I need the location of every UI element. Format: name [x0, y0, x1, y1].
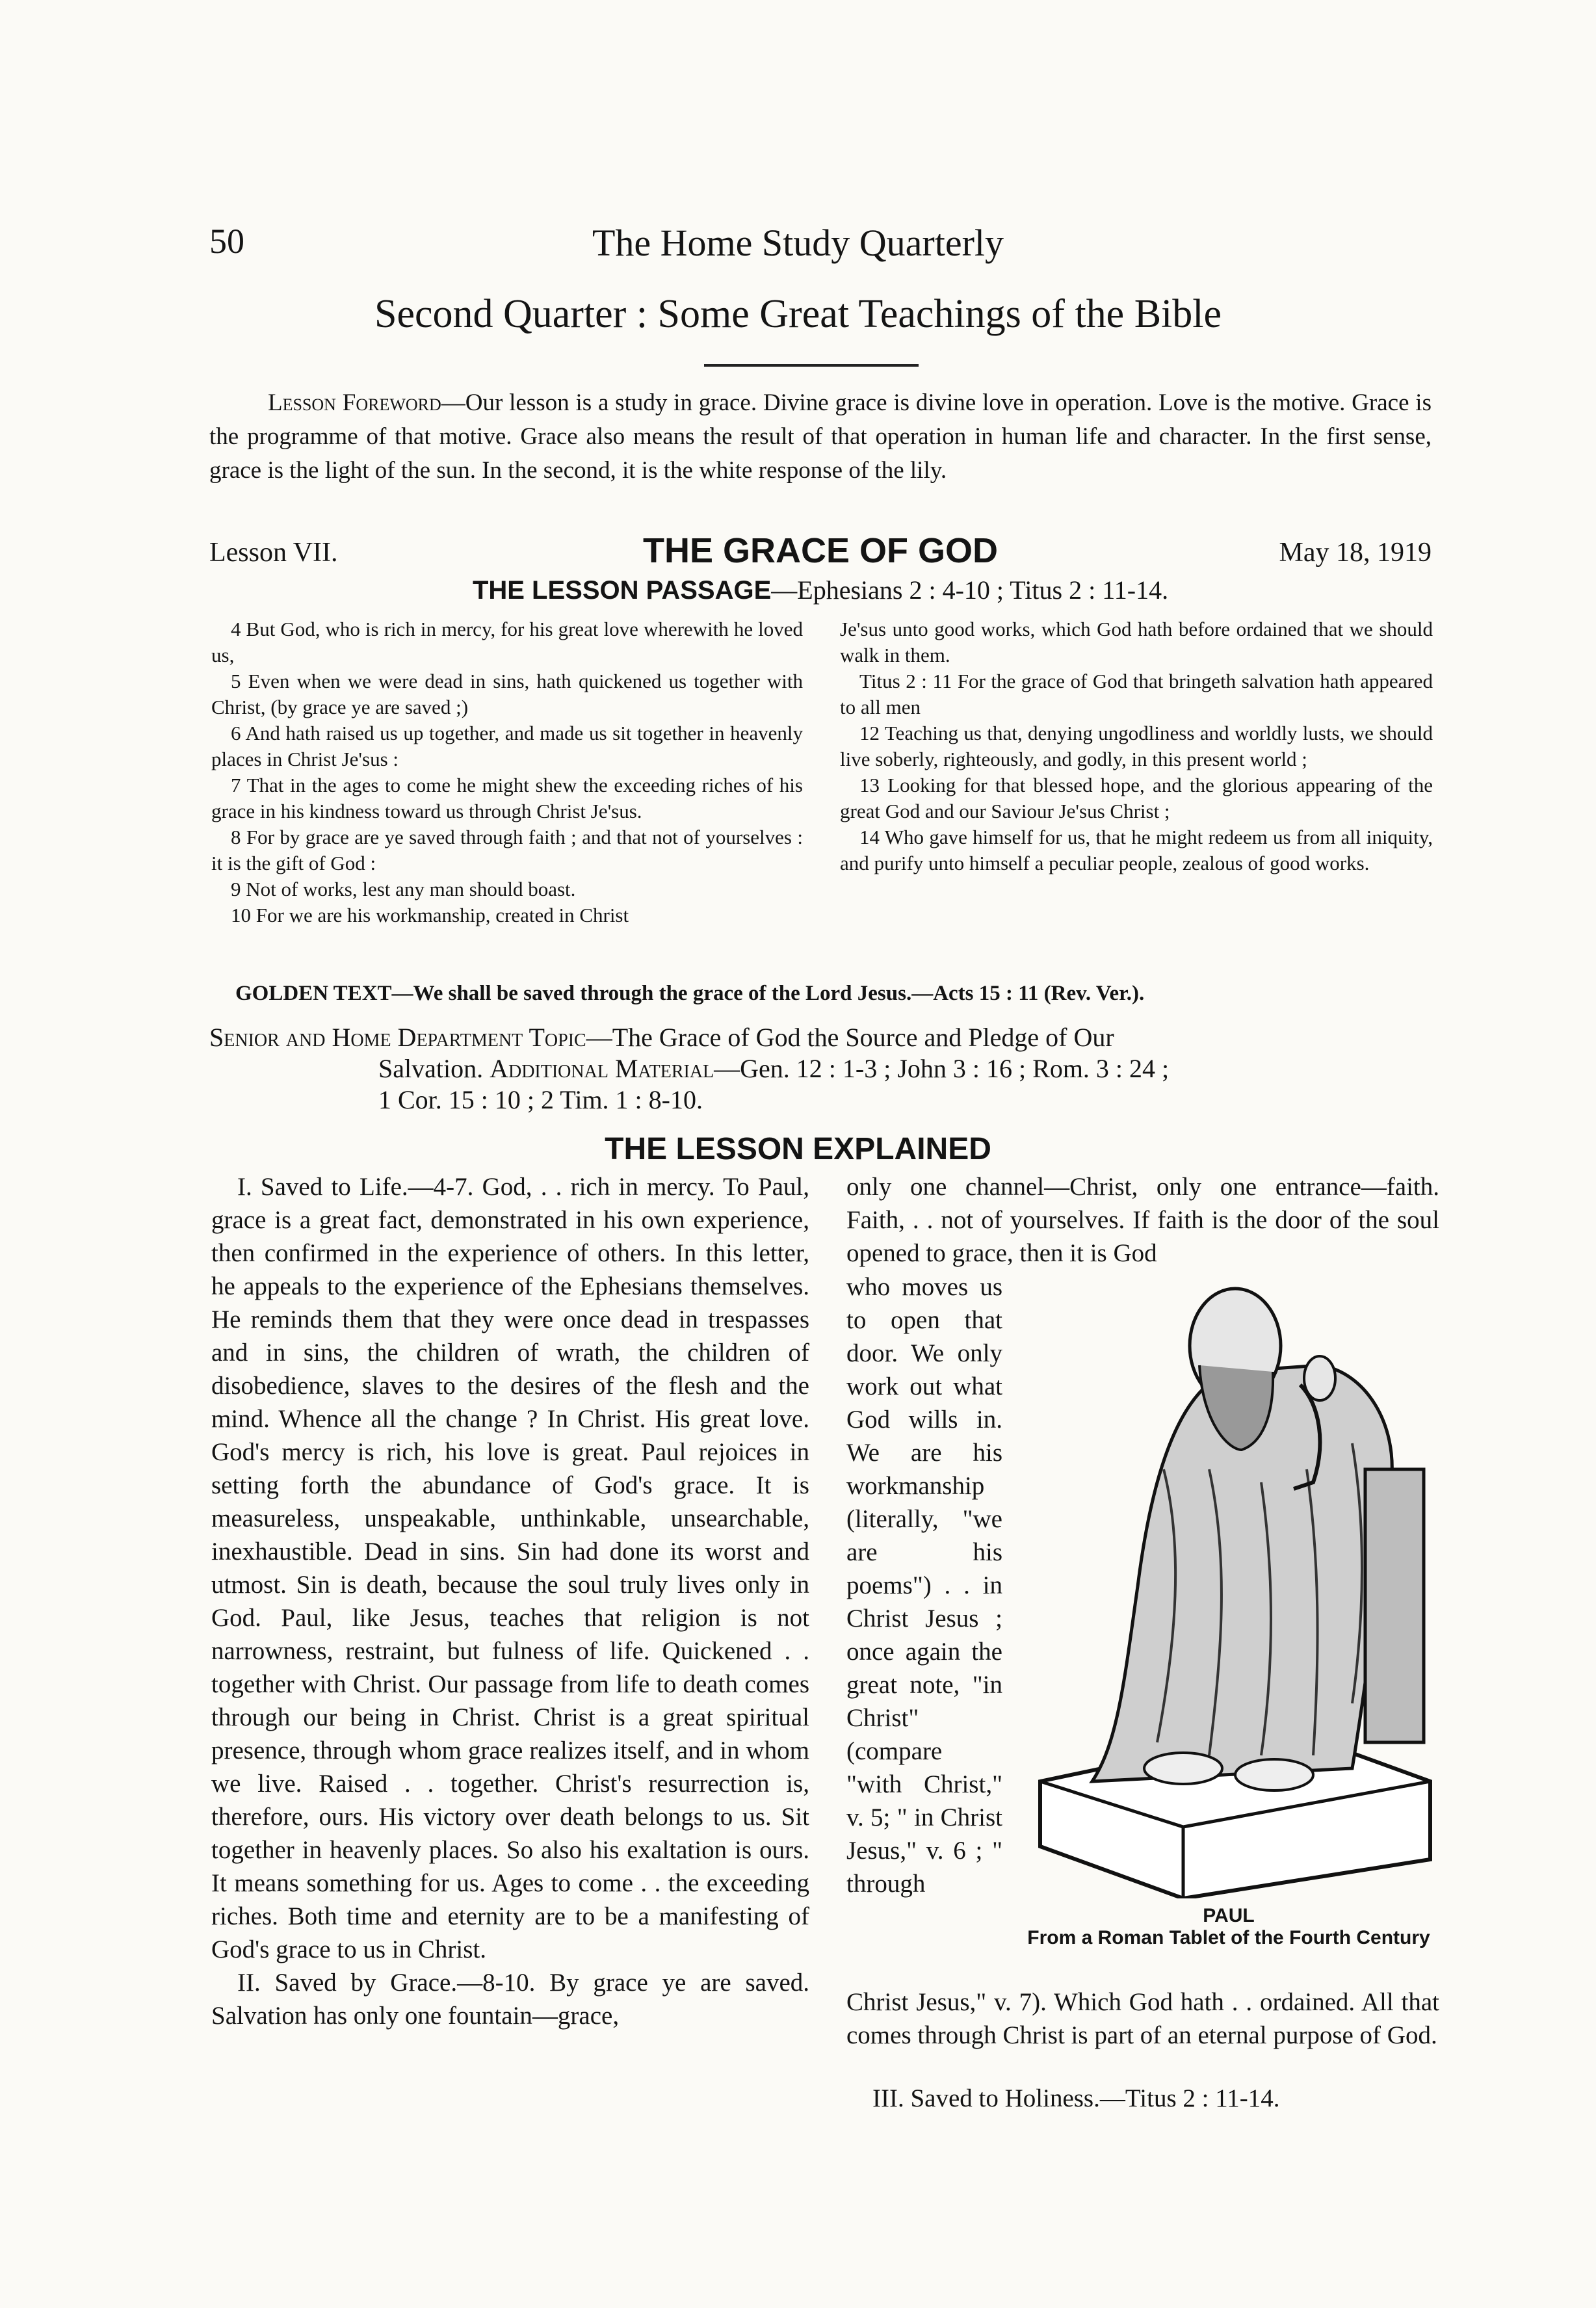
scripture-verse: 5 Even when we were dead in sins, hath quickened us together with Christ, (by grace ye are saved ;): [211, 670, 803, 718]
scripture-verse: 12 Teaching us that, denying ungodliness and worldly lusts, we should live soberly, righteously, and godly, in this present world ;: [840, 722, 1433, 770]
scripture-verse: Titus 2 : 11 For the grace of God that bringeth salvation hath appeared to all men: [840, 670, 1433, 718]
scripture-column-right: [840, 616, 1433, 876]
explanation-column-right-last: [846, 2082, 1439, 2115]
explanation-column-right-top: [846, 1170, 1439, 1270]
scripture-verse: 14 Who gave himself for us, that he might redeem us from all iniquity, and purify unto himself a peculiar people, zealous of good works.: [840, 826, 1433, 874]
explanation-paragraph: III. Saved to Holiness.—Titus 2 : 11-14.: [872, 2084, 1280, 2112]
explanation-paragraph: II. Saved by Grace.—8-10. By grace ye are saved. Salvation has only one fountain—grace,: [211, 1969, 809, 2030]
scripture-verse: 8 For by grace are ye saved through faith ; and that not of yourselves : it is the gift of God :: [211, 826, 803, 874]
explanation-column-right-wrap: [846, 1270, 1002, 1900]
scripture-verse: 13 Looking for that blessed hope, and the glorious appearing of the great God and our Saviour Je'sus Christ ;: [840, 774, 1433, 822]
explanation-paragraph: I. Saved to Life.—4-7. God, . . rich in mercy. To Paul, grace is a great fact, demonstrated in his own experience, then confirmed in the experience of others. In this letter, he appeals to the experience of the Ephesians themselves. He reminds them that they were once dead in trespasses and in sins, the children of wrath, the children of disobedience, slaves to the desires of the flesh and the mind. Whence all the change ? In Christ. His great love. God's mercy is rich, his love is great. Paul rejoices in setting forth the abundance of God's grace. It is measureless, unspeakable, unthinkable, unsearchable, inexhaustible. Dead in sins. Sin had done its worst and utmost. Sin is death, because the soul truly lives only in God. Paul, like Jesus, teaches that religion is not narrowness, restraint, but fulness of life. Quickened . . together with Christ. Our passage from life to death comes through our being in Christ. Christ is a great spiritual presence, through whom grace realizes itself, and in whom we live. Raised . . together. Christ's resurrection is, therefore, ours. His victory over death belongs to us. Sit together in heavenly places. So also his exaltation is ours. It means something for us. Ages to come . . the exceeding riches. Both time and eternity are to be a manifesting of God's grace to us in Christ.: [211, 1173, 809, 1963]
passage-reference: —Ephesians 2 : 4-10 ; Titus 2 : 11-14.: [771, 575, 1169, 605]
quarter-title: Second Quarter : Some Great Teachings of the Bible: [374, 292, 1222, 336]
lesson-header: [209, 531, 1432, 576]
lesson-explained-heading: THE LESSON EXPLAINED: [605, 1132, 991, 1166]
foreword-text: —Our lesson is a study in grace. Divine grace is divine love in operation. Love is the motive. Grace is the programme of that motive. Grace also means the result of that operation in human life and character. In the first sense, grace is the light of the sun. In the second, it is the white response of the lily.: [209, 389, 1432, 484]
lesson-date: May 18, 1919: [1279, 538, 1432, 568]
explanation-column-right-bottom: [846, 1986, 1439, 2052]
title-rule: [704, 364, 919, 367]
caption-title: PAUL: [1203, 1905, 1255, 1926]
scripture-verse: 6 And hath raised us up together, and made us sit together in heavenly places in Christ Je'sus :: [211, 722, 803, 770]
foreword-label: Lesson Foreword: [268, 389, 441, 416]
explanation-column-left: [211, 1170, 809, 2032]
scripture-verse: 9 Not of works, lest any man should boast.: [231, 878, 576, 900]
paul-engraving-image: [1014, 1274, 1443, 1898]
lesson-passage-heading: [209, 575, 1432, 605]
passage-label: THE LESSON PASSAGE: [472, 576, 772, 605]
lesson-foreword: [209, 386, 1432, 488]
caption-text: From a Roman Tablet of the Fourth Century: [1027, 1927, 1430, 1948]
scripture-verse: 10 For we are his workmanship, created in Christ: [231, 904, 629, 926]
scripture-verse: 7 That in the ages to come he might shew the exceeding riches of his grace in his kindness toward us through Christ Je'sus.: [211, 774, 803, 822]
additional-material: —Gen. 12 : 1-3 ; John 3 : 16 ; Rom. 3 : 24 ;: [714, 1054, 1170, 1083]
page-number: 50: [209, 222, 244, 261]
additional-material-label: Additional Material: [490, 1054, 714, 1083]
scripture-column-left: [211, 616, 803, 928]
topic-line-3: 1 Cor. 15 : 10 ; 2 Tim. 1 : 8-10.: [378, 1085, 703, 1114]
scripture-verse: 4 But God, who is rich in mercy, for his great love wherewith he loved us,: [211, 618, 803, 666]
explanation-paragraph: Christ Jesus," v. 7). Which God hath . . ordained. All that comes through Christ is part of an eternal purpose of God.: [846, 1988, 1439, 2049]
lesson-title: THE GRACE OF GOD: [642, 531, 998, 570]
explanation-paragraph: who moves us to open that door. We only work out what God wills in. We are his workmanship (literally, "we are his poems") . . in Christ Jesus ; once again the great note, "in Christ" (compare "with Christ," v. 5; " in Christ Jesus," v. 6 ; " through: [846, 1273, 1002, 1898]
department-topic: [209, 1022, 1432, 1116]
topic-line-2: Salvation.: [378, 1054, 484, 1083]
lesson-number: Lesson VII.: [209, 538, 338, 568]
golden-text: GOLDEN TEXT—We shall be saved through the grace of the Lord Jesus.—Acts 15 : 11 (Rev. Ver.).: [235, 982, 1145, 1005]
topic-label: Senior and Home Department Topic: [209, 1023, 586, 1052]
scripture-verse: Je'sus unto good works, which God hath before ordained that we should walk in them.: [840, 618, 1433, 666]
running-title: The Home Study Quarterly: [592, 222, 1004, 264]
explanation-paragraph: only one channel—Christ, only one entrance—faith. Faith, . . not of yourselves. If faith is the door of the soul opened to grace, then it is God: [846, 1173, 1439, 1267]
illustration-caption: [1014, 1905, 1443, 1949]
topic-text: —The Grace of God the Source and Pledge of Our: [586, 1023, 1114, 1052]
